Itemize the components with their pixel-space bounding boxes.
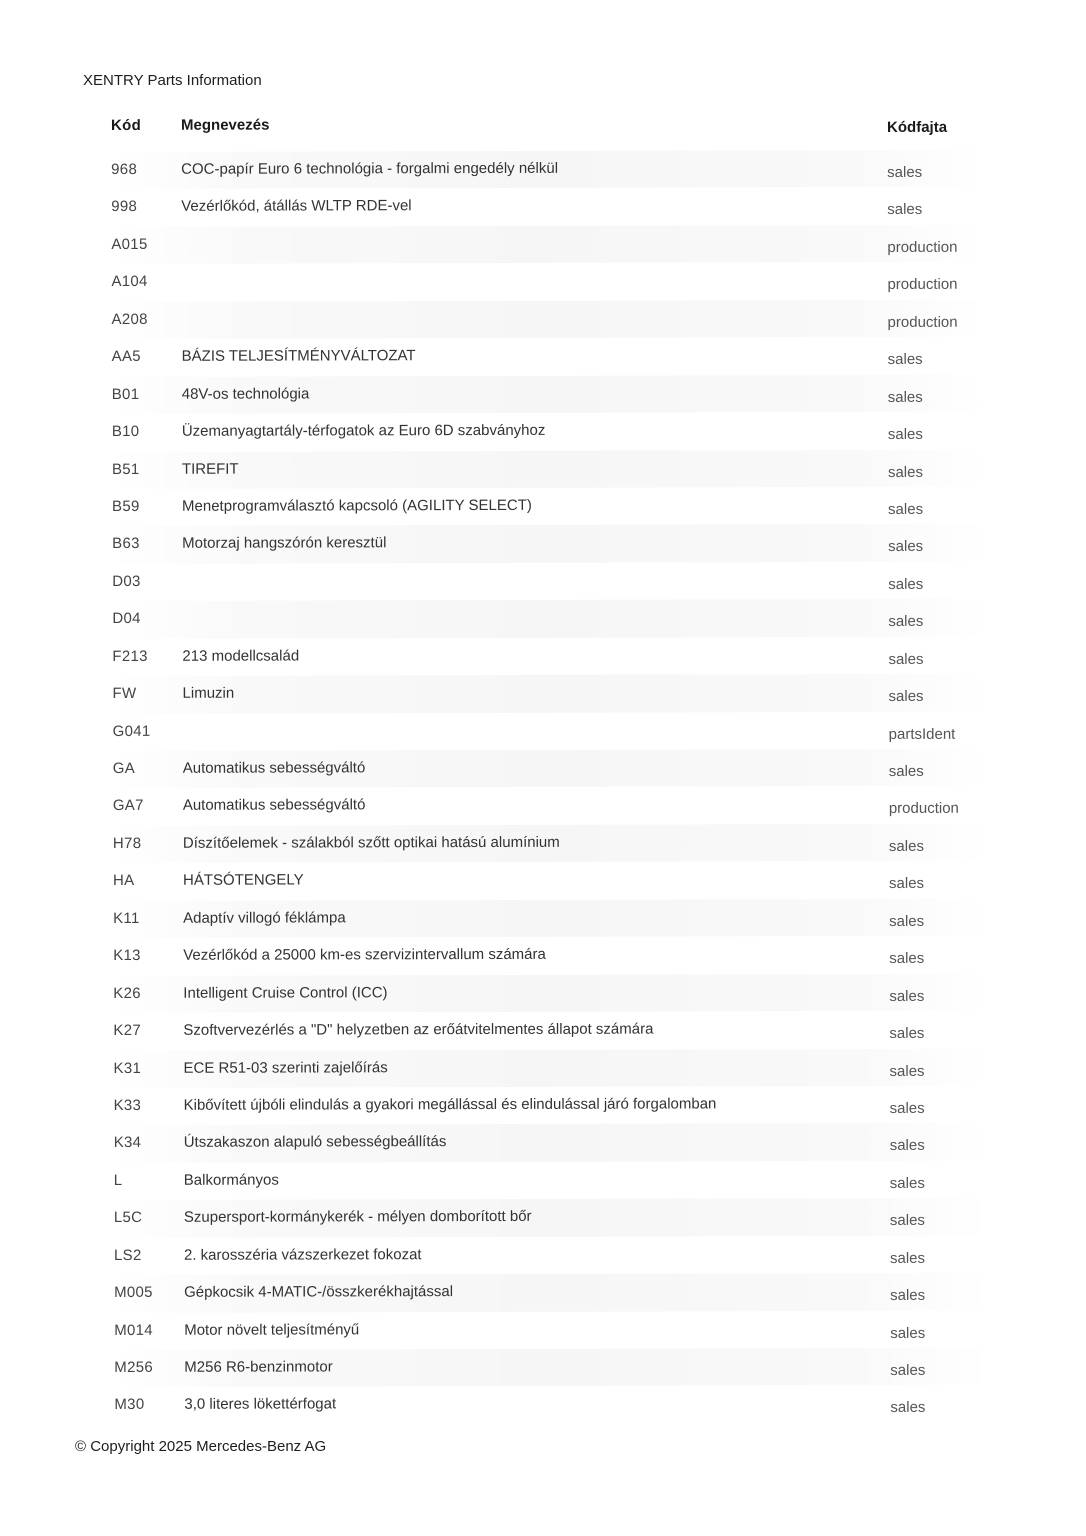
cell-code: AA5 [111,348,141,366]
cell-type: sales [889,1212,925,1230]
cell-type: sales [888,650,924,668]
cell-name: Üzemanyagtartály-térfogatok az Euro 6D szabványhoz [181,421,546,440]
cell-code: F213 [112,647,148,665]
cell-name: Kibővített újbóli elindulás a gyakori megállással és elindulással járó forgalomban [183,1095,717,1114]
cell-name: Szupersport-kormánykerék - mélyen domborított bőr [183,1208,532,1227]
table-row [111,1123,991,1163]
table-row [109,674,989,714]
table-row [110,1048,990,1088]
cell-type: sales [889,950,925,968]
cell-code: HA [112,872,135,890]
cell-code: LS2 [113,1246,142,1264]
cell-type: sales [889,1062,925,1080]
table-row [111,1235,991,1275]
table-row [110,824,990,864]
table-row [111,1348,991,1388]
table-row [109,487,989,527]
cell-name: BÁZIS TELJESÍTMÉNYVÁLTOZAT [181,347,416,365]
cell-code: B63 [112,535,140,553]
cell-code: L [113,1171,123,1189]
header-code: Kód [111,116,142,134]
table-row [111,1273,991,1313]
cell-type: partsIdent [888,725,956,743]
cell-name: Vezérlőkód, átállás WLTP RDE-vel [181,197,412,216]
cell-type: sales [889,1174,925,1192]
table-row [110,749,990,789]
cell-name: Menetprogramválasztó kapcsoló (AGILITY SELECT) [182,496,532,515]
cell-code: A104 [111,273,148,291]
cell-name: Balkormányos [183,1171,279,1189]
cell-code: K33 [113,1096,142,1114]
table-row [109,524,989,564]
cell-type: sales [887,463,923,481]
cell-type: sales [887,388,923,406]
table-row [110,973,990,1013]
copyright-notice: © Copyright 2025 Mercedes-Benz AG [75,1438,327,1455]
table-row [111,1310,991,1350]
table-row [110,936,990,976]
cell-type: sales [889,987,925,1005]
table-row [109,599,989,639]
document-title: XENTRY Parts Information [83,72,262,89]
table-row [110,711,990,751]
cell-code: M014 [114,1321,153,1339]
table-row [109,636,989,676]
header-type: Kódfajta [887,118,948,136]
cell-type: sales [887,425,923,444]
table-row [110,1011,990,1051]
cell-type: sales [889,1024,925,1043]
cell-name: Útszakaszon alapuló sebességbeállítás [183,1133,447,1152]
cell-name: Vezérlőkód a 25000 km-es szervizintervallum számára [183,946,546,964]
cell-type: production [887,313,958,331]
cell-name: 48V-os technológia [181,385,310,403]
cell-code: L5C [113,1209,143,1227]
cell-code: K34 [113,1134,142,1152]
cell-code: FW [112,685,137,703]
cell-type: sales [888,500,924,518]
cell-name: Gépkocsik 4-MATIC-/összkerékhajtással [184,1283,454,1301]
cell-name: M256 R6-benzinmotor [184,1358,333,1376]
cell-name: TIREFIT [181,460,239,478]
cell-type: sales [889,1249,926,1267]
cell-name: HÁTSÓTENGELY [182,871,304,890]
table-row [110,898,990,938]
cell-name: Szoftvervezérlés a "D" helyzetben az erőátvitelmentes állapot számára [183,1020,654,1039]
cell-name: COC-papír Euro 6 technológia - forgalmi engedély nélkül [181,159,559,178]
cell-type: sales [888,837,924,855]
cell-type: sales [889,912,925,930]
cell-type: sales [889,1099,925,1117]
table-row [109,412,989,452]
cell-code: H78 [112,834,142,852]
table-row [109,337,989,377]
cell-name: Adaptív villogó féklámpa [183,909,346,927]
cell-code: A208 [111,310,148,328]
cell-code: B51 [111,460,140,478]
cell-name: Díszítőelemek - szálakból szőtt optikai hatású alumínium [182,833,560,852]
cell-name: Motor növelt teljesítményű [184,1320,360,1339]
cell-type: sales [889,1137,925,1155]
parts-table [108,113,991,1425]
cell-type: production [888,800,959,818]
cell-code: 998 [111,198,138,216]
cell-code: K11 [113,909,140,927]
cell-name: Automatikus sebességváltó [182,759,366,777]
cell-code: M256 [114,1358,154,1376]
cell-type: production [887,238,958,256]
header-name: Megnevezés [181,116,270,134]
table-row [109,562,989,602]
table-row [108,187,988,227]
table-row [109,374,989,414]
cell-code: M005 [114,1284,153,1302]
table-body [108,150,991,1425]
table-row [110,861,990,901]
cell-name: Limuzin [182,684,235,702]
cell-type: sales [890,1361,926,1379]
cell-name: Intelligent Cruise Control (ICC) [183,983,388,1002]
cell-code: K26 [113,984,141,1002]
table-row [111,1385,991,1425]
cell-type: sales [888,875,925,893]
cell-type: production [887,276,958,294]
cell-code: D04 [112,610,141,628]
cell-name: 213 modellcsalád [182,647,300,665]
table-row [110,786,990,826]
cell-code: G041 [112,722,151,740]
cell-type: sales [890,1399,926,1417]
cell-type: sales [888,538,924,556]
cell-name: 2. karosszéria vázszerkezet fokozat [183,1245,422,1264]
cell-code: K31 [113,1059,142,1077]
cell-type: sales [887,163,923,181]
cell-code: B01 [111,385,140,403]
table-row [111,1161,991,1201]
cell-code: 968 [111,160,138,178]
cell-code: B59 [112,497,140,515]
cell-name: Motorzaj hangszórón keresztül [182,534,387,553]
cell-type: sales [887,351,923,369]
cell-code: GA [112,759,136,777]
table-row [108,262,988,302]
cell-code: K27 [113,1021,142,1040]
cell-type: sales [890,1286,926,1305]
cell-code: B10 [111,422,140,441]
table-row [108,299,988,339]
table-row [109,449,989,489]
cell-type: sales [888,575,924,593]
cell-type: sales [890,1324,926,1342]
cell-type: sales [888,762,924,780]
cell-code: GA7 [112,797,144,815]
table-header [108,113,988,152]
cell-code: M30 [114,1396,145,1414]
cell-code: A015 [111,235,148,253]
cell-code: K13 [113,947,141,965]
table-row [111,1086,991,1126]
cell-name: Automatikus sebességváltó [182,796,366,815]
cell-type: sales [888,613,924,631]
table-row [111,1198,991,1238]
cell-code: D03 [112,572,141,590]
cell-name: ECE R51-03 szerinti zajelőírás [183,1058,388,1077]
table-row [108,225,988,265]
cell-type: sales [888,687,924,706]
cell-type: sales [887,201,923,219]
table-row [108,150,988,190]
cell-name: 3,0 literes lökettérfogat [184,1395,337,1414]
